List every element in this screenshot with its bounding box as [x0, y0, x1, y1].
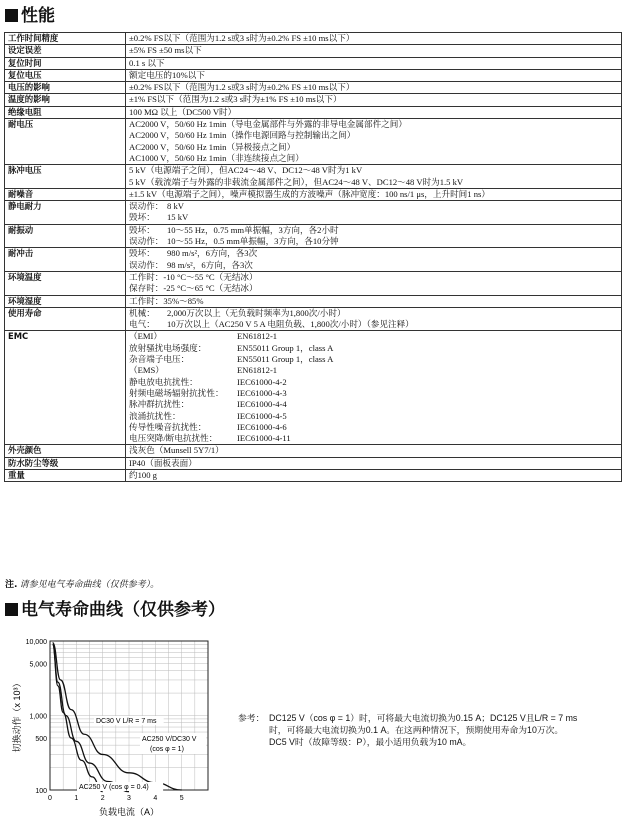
spec-value-text: IEC61000-4-11 — [237, 433, 291, 444]
series-label: (cos φ = 1) — [150, 746, 184, 753]
y-tick-label: 100 — [35, 788, 47, 795]
spec-value-line: ±0.2% FS以下（范围为1.2 s或3 s时为±0.2% FS ±10 ms以下） — [129, 33, 355, 43]
spec-value — [126, 271, 622, 295]
spec-value-line: ±0.2% FS以下（范围为1.2 s或3 s时为±0.2% FS ±10 ms以下） — [129, 82, 355, 93]
spec-label: 复位时间 — [5, 57, 126, 69]
spec-label: 设定误差 — [5, 45, 126, 57]
x-tick-label: 3 — [127, 795, 131, 802]
spec-value — [126, 82, 622, 94]
y-tick-label: 5,000 — [29, 661, 47, 669]
x-tick-label: 2 — [100, 795, 105, 802]
spec-row — [5, 119, 622, 165]
spec-value — [126, 307, 622, 331]
spec-label: EMC — [5, 331, 126, 445]
spec-label: 电压的影响 — [5, 82, 126, 94]
spec-label: 耐电压 — [5, 119, 126, 165]
spec-value-line: AC2000 V，50/60 Hz 1min（异极接点之间） — [129, 141, 296, 152]
spec-table — [4, 32, 622, 482]
x-tick-label: 5 — [179, 795, 184, 802]
spec-label: 防水防尘等级 — [5, 457, 126, 469]
spec-value-line: ±5% FS ±50 ms以下 — [129, 45, 202, 56]
spec-sublabel: 电压突降/断电抗扰性： — [129, 433, 218, 444]
spec-label: 使用寿命 — [5, 307, 126, 331]
spec-label: 外壳颜色 — [5, 445, 126, 457]
section-heading-life-curve: 电气寿命曲线（仅供参考） — [5, 600, 225, 620]
spec-row — [5, 69, 622, 81]
spec-row — [5, 201, 622, 225]
spec-value — [126, 94, 622, 106]
spec-sublabel: 传导性噪音抗扰性： — [129, 421, 207, 432]
spec-row — [5, 33, 622, 45]
spec-sublabel: 机械： — [129, 307, 155, 318]
spec-row — [5, 307, 622, 331]
spec-sublabel: （EMS） — [129, 365, 164, 376]
series-label: DC30 V L/R = 7 ms — [96, 718, 157, 725]
spec-value-line: IP40（面板表面） — [129, 457, 197, 468]
reference-note: 参考： DC125 V（cos φ = 1）时，可将最大电流切换为0.15 A；DC125 V且L/R = 7 ms 时，可将最大电流切换为0.1 A。在这两种情况下，预期使用寿命为10万次。 DC5 V时（故障等级：P），最小适用负载为10 mA。 — [238, 713, 578, 747]
spec-row — [5, 106, 622, 118]
spec-row — [5, 248, 622, 272]
spec-value-text: EN61812-1 — [237, 331, 278, 342]
spec-value-line: 保存时：-25 °C～65 °C（无结冰） — [129, 283, 258, 294]
spec-label: 耐冲击 — [5, 248, 126, 272]
spec-label: 耐振动 — [5, 224, 126, 248]
spec-row — [5, 165, 622, 189]
spec-value-text: IEC61000-4-5 — [237, 410, 287, 421]
spec-value-line: 5 kV（载流端子与外露的非载流金属部件之间），但AC24～48 V、DC12～48 V时为1.5 kV — [129, 176, 464, 187]
spec-row — [5, 457, 622, 469]
spec-label: 耐噪音 — [5, 188, 126, 200]
spec-value-text: EN55011 Group 1，class A — [237, 354, 334, 365]
square-bullet-icon — [5, 603, 18, 616]
spec-label: 温度的影响 — [5, 94, 126, 106]
spec-value-text: IEC61000-4-3 — [237, 387, 287, 398]
spec-value — [126, 188, 622, 200]
spec-label: 环境温度 — [5, 271, 126, 295]
spec-value-text: IEC61000-4-2 — [237, 376, 287, 387]
spec-value-line: ±1% FS以下（范围为1.2 s或3 s时为±1% FS ±10 ms以下） — [129, 94, 342, 105]
spec-value-text: 98 m/s²，6方向，各3次 — [167, 259, 253, 270]
spec-value-line: 约100 g — [129, 469, 157, 480]
x-tick-label: 4 — [153, 795, 158, 802]
spec-row — [5, 45, 622, 57]
life-curve-chart — [0, 625, 232, 827]
spec-sublabel: 毁坏： — [129, 224, 155, 235]
spec-value — [126, 119, 622, 165]
series-label: AC250 V/DC30 V — [142, 736, 197, 743]
spec-value — [126, 295, 622, 307]
spec-value-line: 浅灰色（Munsell 5Y7/1） — [129, 445, 224, 456]
spec-value-text: 10万次以上（AC250 V 5 A 电阻负载、1,800次/小时）（参见注释） — [167, 319, 414, 330]
spec-value-line: AC2000 V，50/60 Hz 1min（导电金属部件与外露的非导电金属部件之间） — [129, 119, 407, 130]
spec-value-line: AC1000 V，50/60 Hz 1min（非连续接点之间） — [129, 152, 304, 163]
spec-value-text: 2,000万次以上（无负载时频率为1,800次/小时） — [167, 307, 346, 318]
spec-value — [126, 106, 622, 118]
series-label: AC250 V (cos φ = 0.4) — [79, 784, 149, 791]
spec-value — [126, 445, 622, 457]
spec-sublabel: （EMI） — [129, 331, 162, 342]
spec-value-text: 10～55 Hz，0.5 mm单振幅，3方向，各10分钟 — [167, 236, 339, 247]
spec-value-text: 8 kV — [167, 201, 184, 212]
spec-sublabel: 毁坏： — [129, 248, 155, 259]
spec-row — [5, 82, 622, 94]
spec-value-text: 15 kV — [167, 212, 189, 223]
spec-row — [5, 331, 622, 445]
spec-value-line: ±1.5 kV（电源端子之间），噪声模拟器生成的方波噪声（脉冲宽度：100 ns/1 μs，上升时间1 ns） — [129, 188, 490, 199]
spec-value-line: 工作时：35%～85% — [129, 295, 204, 306]
spec-sublabel: 放射骚扰电场强度： — [129, 342, 207, 353]
spec-value-text: 10～55 Hz，0.75 mm单振幅，3方向，各2小时 — [167, 224, 339, 235]
spec-row — [5, 271, 622, 295]
spec-value — [126, 248, 622, 272]
spec-value-line: 额定电压的10%以下 — [129, 69, 205, 80]
spec-label: 绝缘电阻 — [5, 106, 126, 118]
spec-value — [126, 33, 622, 45]
x-tick-label: 1 — [74, 795, 79, 802]
x-tick-label: 0 — [48, 795, 52, 802]
spec-value-text: IEC61000-4-6 — [237, 421, 287, 432]
spec-value-text: IEC61000-4-4 — [237, 399, 287, 410]
spec-label: 环境湿度 — [5, 295, 126, 307]
y-tick-label: 500 — [35, 735, 47, 743]
spec-row — [5, 469, 622, 481]
spec-value — [126, 224, 622, 248]
spec-label: 重量 — [5, 469, 126, 481]
spec-row — [5, 188, 622, 200]
spec-row — [5, 445, 622, 457]
spec-value-line: 工作时：-10 °C～55 °C（无结冰） — [129, 271, 258, 282]
spec-row — [5, 295, 622, 307]
y-axis-label: 切换动作（x 10³） — [12, 678, 22, 753]
spec-label: 工作时间精度 — [5, 33, 126, 45]
spec-value-text: EN61812-1 — [237, 365, 278, 376]
spec-sublabel: 电气： — [129, 319, 155, 330]
spec-sublabel: 浪涌抗扰性： — [129, 410, 181, 421]
spec-value — [126, 201, 622, 225]
spec-value — [126, 165, 622, 189]
spec-value-line: 100 MΩ 以上（DC500 V时） — [129, 106, 237, 117]
spec-value-text: 980 m/s²，6方向，各3次 — [167, 248, 258, 259]
spec-value-line: 0.1 s 以下 — [129, 57, 165, 68]
spec-sublabel: 射频电磁场辐射抗扰性： — [129, 387, 224, 398]
spec-row — [5, 224, 622, 248]
spec-label: 脉冲电压 — [5, 165, 126, 189]
spec-sublabel: 误动作： — [129, 236, 164, 247]
section-heading-performance: 性能 — [5, 6, 55, 26]
spec-value — [126, 331, 622, 445]
spec-sublabel: 误动作： — [129, 201, 164, 212]
footnote: 注. 请参见电气寿命曲线（仅供参考）。 — [5, 579, 160, 590]
spec-value — [126, 69, 622, 81]
spec-label: 复位电压 — [5, 69, 126, 81]
spec-sublabel: 毁坏： — [129, 212, 155, 223]
spec-row — [5, 57, 622, 69]
y-tick-label: 1,000 — [29, 713, 47, 721]
spec-row — [5, 94, 622, 106]
spec-value — [126, 45, 622, 57]
spec-sublabel: 静电放电抗扰性： — [129, 376, 198, 387]
spec-value — [126, 57, 622, 69]
x-axis-label: 负载电流（A） — [98, 807, 160, 817]
spec-sublabel: 误动作： — [129, 259, 164, 270]
spec-sublabel: 杂音端子电压： — [129, 354, 190, 365]
spec-value-line: AC2000 V，50/60 Hz 1min（操作电源回路与控制输出之间） — [129, 130, 356, 141]
spec-value — [126, 457, 622, 469]
spec-value-line: 5 kV（电源端子之间），但AC24～48 V、DC12～48 V时为1 kV — [129, 165, 363, 176]
spec-sublabel: 脉冲群抗扰性： — [129, 399, 190, 410]
spec-label: 静电耐力 — [5, 201, 126, 225]
y-tick-label: 10,000 — [25, 639, 47, 646]
spec-value — [126, 469, 622, 481]
square-bullet-icon — [5, 9, 18, 22]
spec-value-text: EN55011 Group 1，class A — [237, 342, 334, 353]
